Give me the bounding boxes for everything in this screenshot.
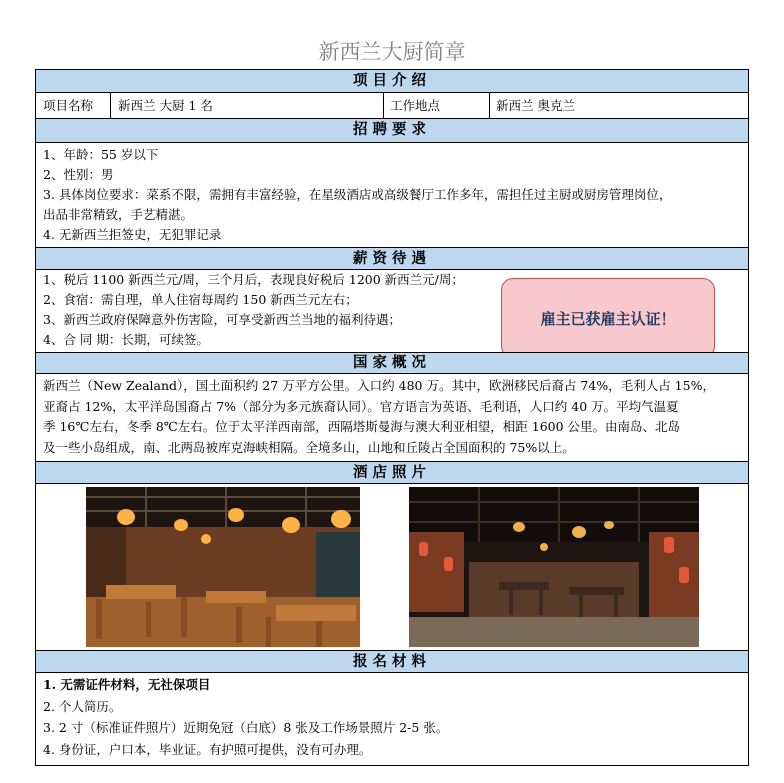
project-name-label: 项目名称 bbox=[43, 98, 94, 113]
section-header-photos: 酒店照片 bbox=[36, 461, 748, 484]
hotel-photo-1 bbox=[86, 487, 360, 647]
restaurant-interior-image bbox=[86, 487, 360, 647]
divider bbox=[383, 93, 384, 118]
section-header-project: 项目介绍 bbox=[36, 70, 748, 93]
section-header-recruit: 招聘要求 bbox=[36, 119, 748, 143]
section-header-materials: 报名材料 bbox=[36, 650, 748, 673]
hotel-photo-2 bbox=[409, 487, 699, 647]
country-line: 亚裔占 12%，太平洋岛国裔占 7%（部分为多元族裔认同）。官方语言为英语、毛利语，人口约 40 万。平均气温夏 bbox=[43, 398, 679, 414]
recruitment-sheet bbox=[35, 69, 749, 766]
salary-line: 4、合 同 期：长期，可续签。 bbox=[43, 332, 209, 347]
employer-certified-badge: 雇主已获雇主认证！ bbox=[501, 278, 715, 358]
country-line: 季 16℃左右，冬季 8℃左右。位于太平洋西南部，西隔塔斯曼海与澳大利亚相望，相距 1600 公里。由南岛、北岛 bbox=[43, 419, 681, 434]
salary-line: 3、新西兰政府保障意外伤害险，可享受新西兰当地的福利待遇； bbox=[43, 312, 401, 327]
country-overview bbox=[43, 376, 743, 458]
country-line: 新西兰（New Zealand），国土面积约 27 万平方公里。入口约 480 万。其中，欧洲移民后裔占 74%，毛利人占 15%， bbox=[43, 378, 715, 393]
restaurant-interior-image bbox=[409, 487, 699, 647]
divider bbox=[110, 93, 111, 118]
location-value: 新西兰 奥克兰 bbox=[496, 98, 575, 113]
location-label: 工作地点 bbox=[390, 98, 441, 113]
recruit-line: 3. 具体岗位要求：菜系不限，需拥有丰富经验，在星级酒店或高级餐厅工作多年，需担任过主厨或厨房管理岗位， bbox=[43, 187, 672, 202]
materials-line: 1. 无需证件材料，无社保项目 bbox=[43, 677, 211, 692]
application-materials bbox=[43, 674, 743, 760]
salary-line: 2、食宿：需自理，单人住宿每周约 150 新西兰元左右； bbox=[43, 292, 358, 307]
recruit-line: 4. 无新西兰拒签史，无犯罪记录 bbox=[43, 227, 222, 242]
recruit-line: 2、性别：男 bbox=[43, 167, 114, 182]
recruit-line: 出品非常精致，手艺精湛。 bbox=[43, 207, 194, 222]
recruit-requirements bbox=[43, 145, 743, 245]
divider bbox=[489, 93, 490, 118]
section-header-salary: 薪资待遇 bbox=[36, 247, 748, 270]
salary-line: 1、税后 1100 新西兰元/周，三个月后，表现良好税后 1200 新西兰元/周； bbox=[43, 272, 464, 287]
project-row bbox=[36, 93, 748, 119]
page-title: 新西兰大厨简章 bbox=[318, 40, 466, 64]
materials-line: 3. 2 寸（标准证件照片）近期免冠（白底）8 张及工作场景照片 2-5 张。 bbox=[43, 720, 449, 735]
recruit-line: 1、年龄：55 岁以下 bbox=[43, 147, 159, 162]
section-header-country: 国家概况 bbox=[36, 352, 748, 374]
materials-line: 2. 个人简历。 bbox=[43, 698, 122, 714]
country-line: 及一些小岛组成，南、北两岛被库克海峡相隔。全境多山，山地和丘陵占全国面积的 75%以上。 bbox=[43, 439, 575, 455]
project-name-value: 新西兰 大厨 1 名 bbox=[118, 98, 213, 113]
materials-line: 4. 身份证，户口本，毕业证。有护照可提供，没有可办理。 bbox=[43, 741, 372, 757]
